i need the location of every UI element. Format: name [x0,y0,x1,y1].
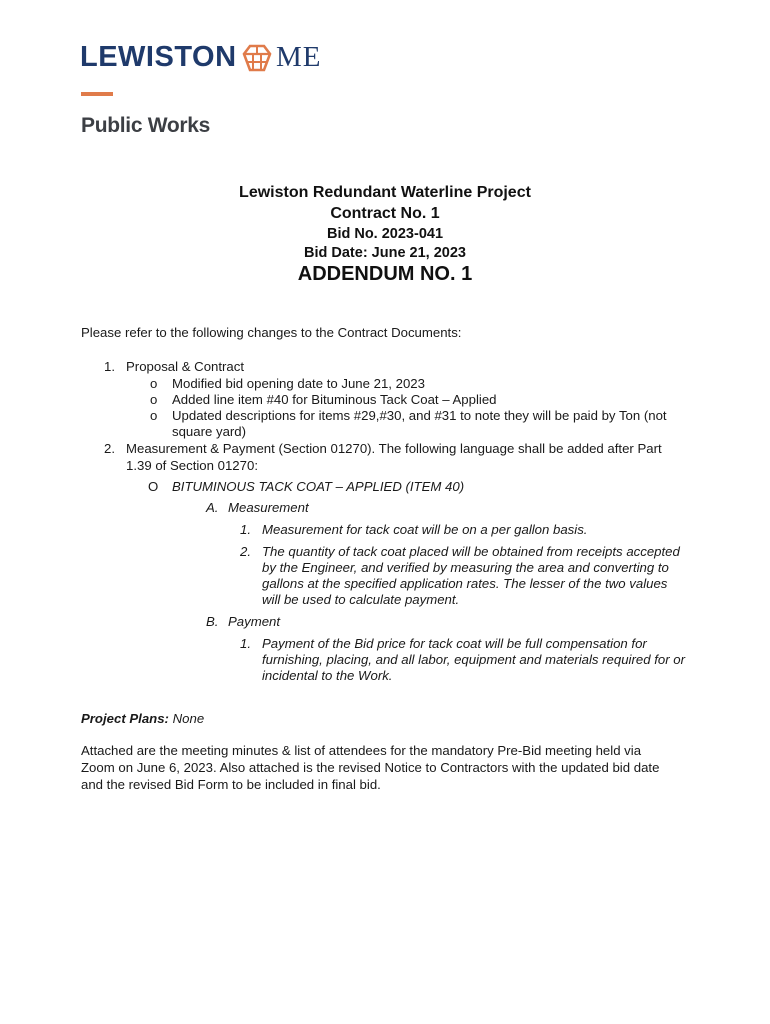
logo-state: ME [276,41,322,73]
point-number: 1. [240,636,251,651]
contract-number: Contract No. 1 [330,205,440,222]
closing-line: and the revised Bid Form to be included in final bid. [81,777,381,792]
bullet-marker: O [148,479,159,494]
point-text: by the Engineer, and verified by measuring the area and converting to [262,560,669,575]
list-item: Updated descriptions for items #29,#30, and #31 to note they will be paid by Ton (not [172,408,667,423]
point-number: 1. [240,522,251,537]
item-2-label: Measurement & Payment (Section 01270). The following language shall be added after Part [126,441,662,456]
project-plans-label: Project Plans: [81,711,169,726]
bid-date: Bid Date: June 21, 2023 [304,245,466,261]
closing-line: Zoom on June 6, 2023. Also attached is the revised Notice to Contractors with the updated bid date [81,760,660,775]
point-text: incidental to the Work. [262,668,393,683]
point-text: The quantity of tack coat placed will be obtained from receipts accepted [262,544,680,559]
bid-number: Bid No. 2023-041 [326,226,444,242]
accent-bar [81,92,113,96]
point-text: furnishing, placing, and all labor, equipment and materials required for or [262,652,685,667]
tack-coat-heading: BITUMINOUS TACK COAT – APPLIED (ITEM 40) [172,479,465,494]
item-2-label-continuation: 1.39 of Section 01270: [126,458,258,473]
bullet-marker: o [150,392,158,407]
point-text: Payment of the Bid price for tack coat will be full compensation for [262,636,647,651]
item-1-number: 1. [104,359,115,374]
project-plans-value: None [172,711,205,726]
item-2-number: 2. [104,441,115,456]
department-name: Public Works [81,114,211,137]
bullet-marker: o [150,408,158,423]
project-plans [81,711,204,728]
item-1-label: Proposal & Contract [126,359,245,374]
point-text: Measurement for tack coat will be on a per gallon basis. [262,522,588,537]
logo-city-name: LEWISTON [80,41,237,73]
section-a-title: Measurement [228,500,309,515]
logo-mark-icon [242,44,272,72]
list-item: Modified bid opening date to June 21, 2023 [172,376,425,391]
point-text: will be used to calculate payment. [262,592,460,607]
point-text: gallons at the specified application rates. The lesser of the two values [262,576,668,591]
point-number: 2. [240,544,251,559]
project-title: Lewiston Redundant Waterline Project [239,184,531,201]
section-b-title: Payment [228,614,281,629]
list-item: Added line item #40 for Bituminous Tack Coat – Applied [172,392,497,407]
list-item-continuation: square yard) [172,424,247,439]
addendum-title: ADDENDUM NO. 1 [297,263,473,285]
closing-line: Attached are the meeting minutes & list of attendees for the mandatory Pre-Bid meeting held via [81,743,642,758]
bullet-marker: o [150,376,158,391]
section-b-letter: B. [206,614,219,629]
intro-text: Please refer to the following changes to the Contract Documents: [81,325,462,340]
section-a-letter: A. [206,500,219,515]
